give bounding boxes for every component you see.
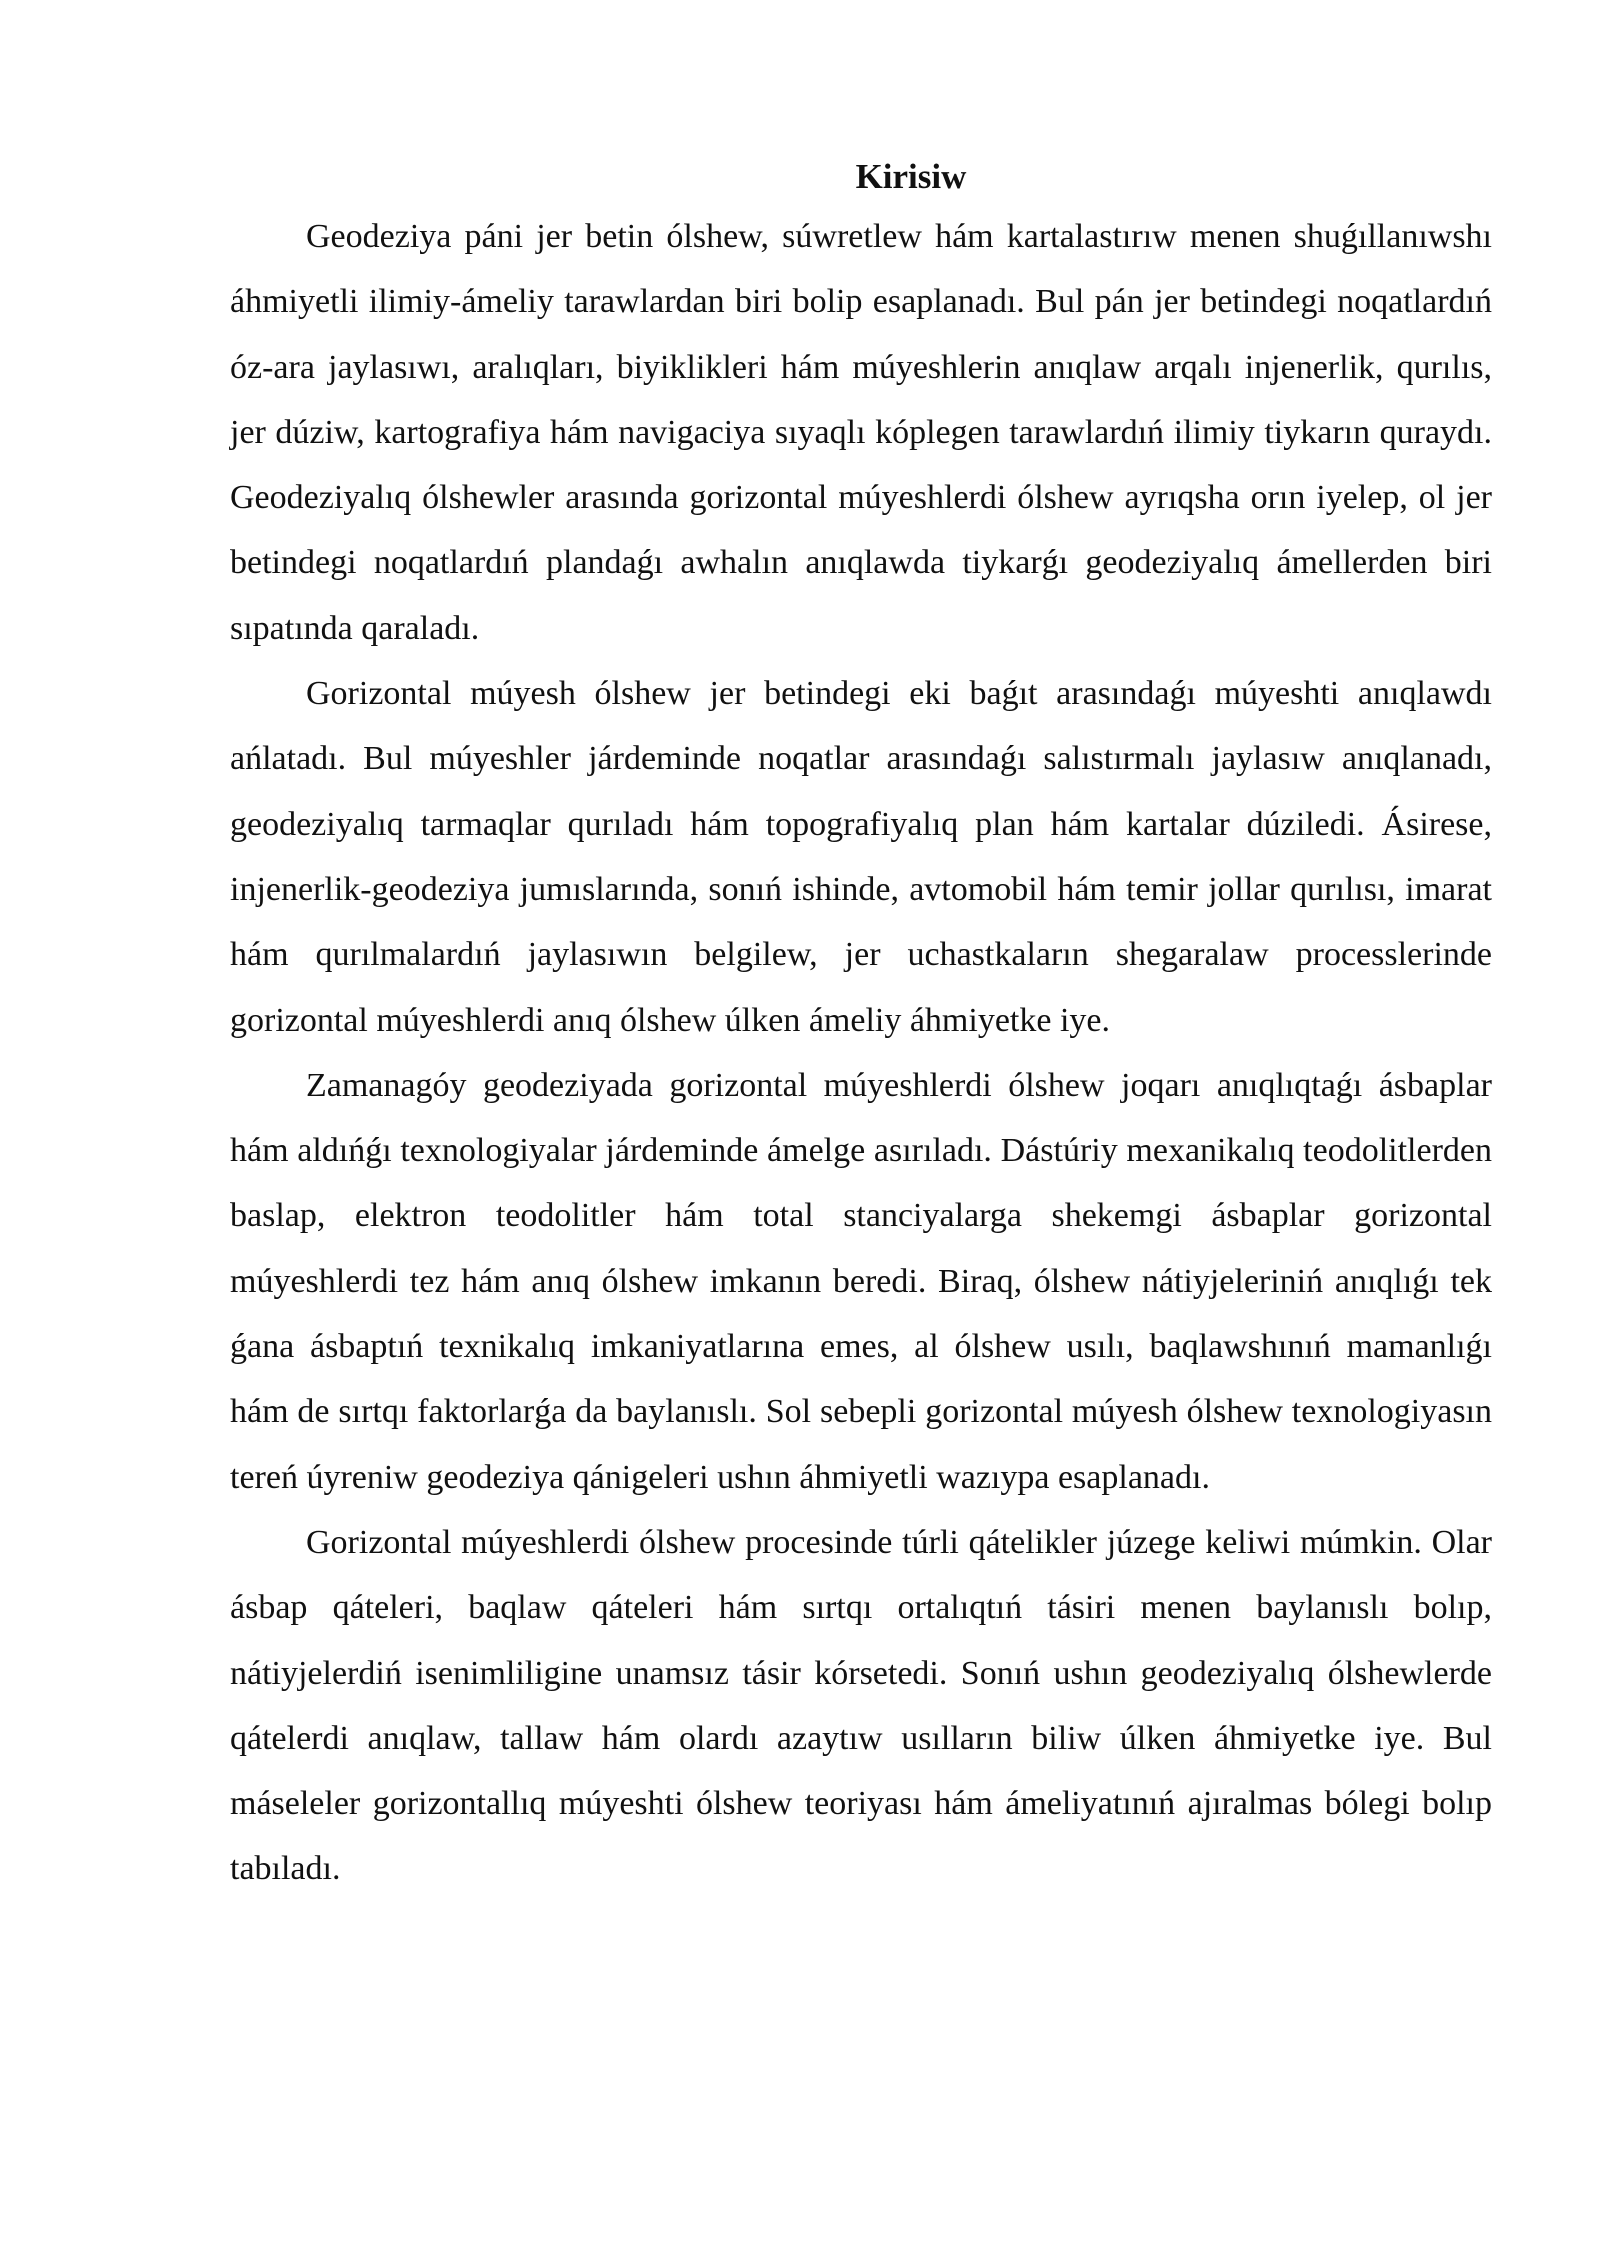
- document-title: Kirisiw: [855, 157, 967, 196]
- paragraph-3: Zamanagóy geodeziyada gorizontal múyeshlerdi ólshew joqarı anıqlıqtaǵı ásbaplar hám aldıńǵı texnologiyalar járdeminde ámelge asırıladı. Dástúriy mexanikalıq teodolitlerden baslap, elektron teodolitler hám total stanciyalarga shekemgi ásbaplar gorizontal múyeshlerdi tez hám anıq ólshew imkanın beredi. Biraq, ólshew nátiyjeleriniń anıqlıǵı tek ǵana ásbaptıń texnikalıq imkaniyatlarına emes, al ólshew usılı, baqlawshınıń mamanlıǵı hám de sırtqı faktorlarǵa da baylanıslı. Sol sebepli gorizontal múyesh ólshew texnologiyasın tereń úyreniw geodeziya qánigeleri ushın áhmiyetli wazıypa esaplanadı.: [230, 1066, 1492, 1496]
- paragraph-4: Gorizontal múyeshlerdi ólshew procesinde túrli qátelikler júzege keliwi múmkin. Olar ásbap qáteleri, baqlaw qáteleri hám sırtqı ortalıqtıń tásiri menen baylanıslı bolıp, nátiyjelerdiń isenimliligine unamsız tásir kórsetedi. Sonıń ushın geodeziyalıq ólshewlerde qátelerdi anıqlaw, tallaw hám olardı azaytıw usılların biliw úlken áhmiyetke iye. Bul máseleler gorizontallıq múyeshti ólshew teoriyası hám ámeliyatınıń ajıralmas bólegi bolıp tabıladı.: [230, 1523, 1492, 1888]
- paragraph-1: Geodeziya páni jer betin ólshew, súwretlew hám kartalastırıw menen shuǵıllanıwshı áhmiyetli ilimiy-ámeliy tarawlardan biri bolip esaplanadı. Bul pán jer betindegi noqatlardıń óz-ara jaylasıwı, aralıqları, biyiklikleri hám múyeshlerin anıqlaw arqalı injenerlik, qurılıs, jer dúziw, kartografiya hám navigaciya sıyaqlı kóplegen tarawlardıń ilimiy tiykarın quraydı. Geodeziyalıq ólshewler arasında gorizontal múyeshlerdi ólshew ayrıqsha orın iyelep, ol jer betindegi noqatlardıń plandaǵı awhalın anıqlawda tiykarǵı geodeziyalıq ámellerden biri sıpatında qaraladı.: [230, 218, 1492, 647]
- document-page: [230, 150, 1492, 1902]
- paragraph-2: Gorizontal múyesh ólshew jer betindegi eki baǵıt arasındaǵı múyeshti anıqlawdı ańlatadı. Bul múyeshler járdeminde noqatlar arasındaǵı salıstırmalı jaylasıw anıqlanadı, geodeziyalıq tarmaqlar qurıladı hám topografiyalıq plan hám kartalar dúziledi. Ásirese, injenerlik-geodeziya jumıslarında, sonıń ishinde, avtomobil hám temir jollar qurılısı, imarat hám qurılmalardıń jaylasıwın belgilew, jer uchastkaların shegaralaw processlerinde gorizontal múyeshlerdi anıq ólshew úlken ámeliy áhmiyetke iye.: [230, 675, 1492, 1039]
